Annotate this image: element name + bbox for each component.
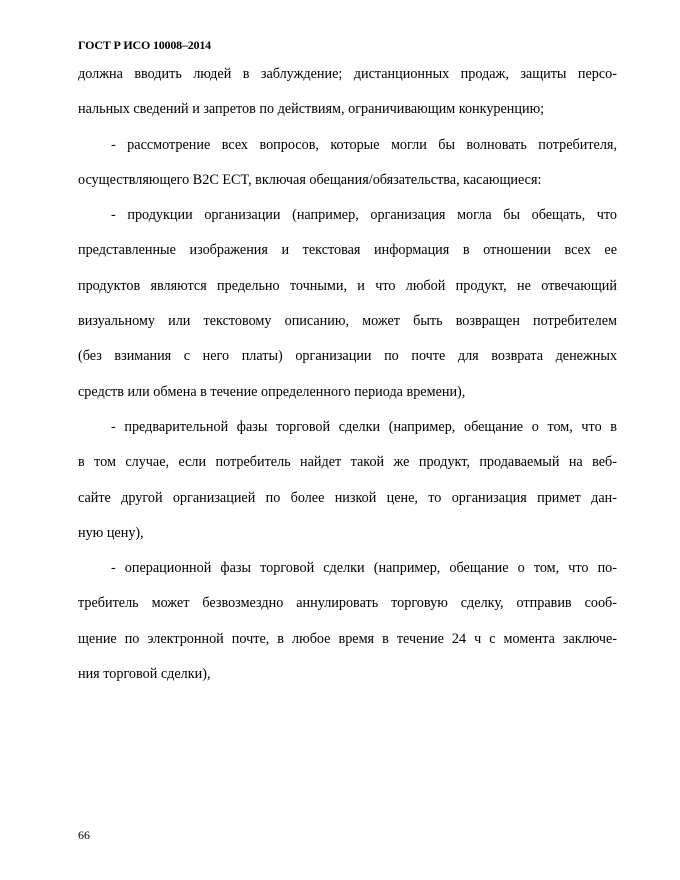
text-line: продуктов являются предельно точными, и что любой продукт, не отвечающий [78,277,617,294]
text-line: представленные изображения и текстовая информация в отношении всех ее [78,242,617,259]
text-line: визуальному или текстовому описанию, может быть возвращен потребителем [78,313,617,330]
text-line: (без взимания с него платы) организации по почте для возврата денежных [78,348,617,365]
text-line: средств или обмена в течение определенного периода времени), [78,383,466,400]
text-line: в том случае, если потребитель найдет такой же продукт, продаваемый на веб- [78,454,617,471]
text-line: нальных сведений и запретов по действиям, ограничивающим конкуренцию; [78,101,545,118]
text-line: ния торговой сделки), [78,666,211,683]
text-line: ную цену), [78,524,144,541]
text-line: - продукции организации (например, организация могла бы обещать, что [111,207,617,224]
text-line: - операционной фазы торговой сделки (например, обещание о том, что по- [111,560,617,577]
document-header-standard-code: ГОСТ Р ИСО 10008–2014 [78,38,211,52]
page-number: 66 [78,828,90,842]
text-line: осуществляющего B2C ECT, включая обещания/обязательства, касающиеся: [78,171,542,188]
text-line: щение по электронной почте, в любое время в течение 24 ч с момента заключе- [78,630,617,647]
text-line: сайте другой организацией по более низкой цене, то организация примет дан- [78,489,617,506]
text-line: должна вводить людей в заблуждение; дистанционных продаж, защиты персо- [78,66,617,82]
document-body [78,57,617,692]
text-line: - рассмотрение всех вопросов, которые могли бы волновать потребителя, [111,136,617,153]
text-line: требитель может безвозмездно аннулировать торговую сделку, отправив сооб- [78,595,617,612]
text-line: - предварительной фазы торговой сделки (например, обещание о том, что в [111,418,617,435]
